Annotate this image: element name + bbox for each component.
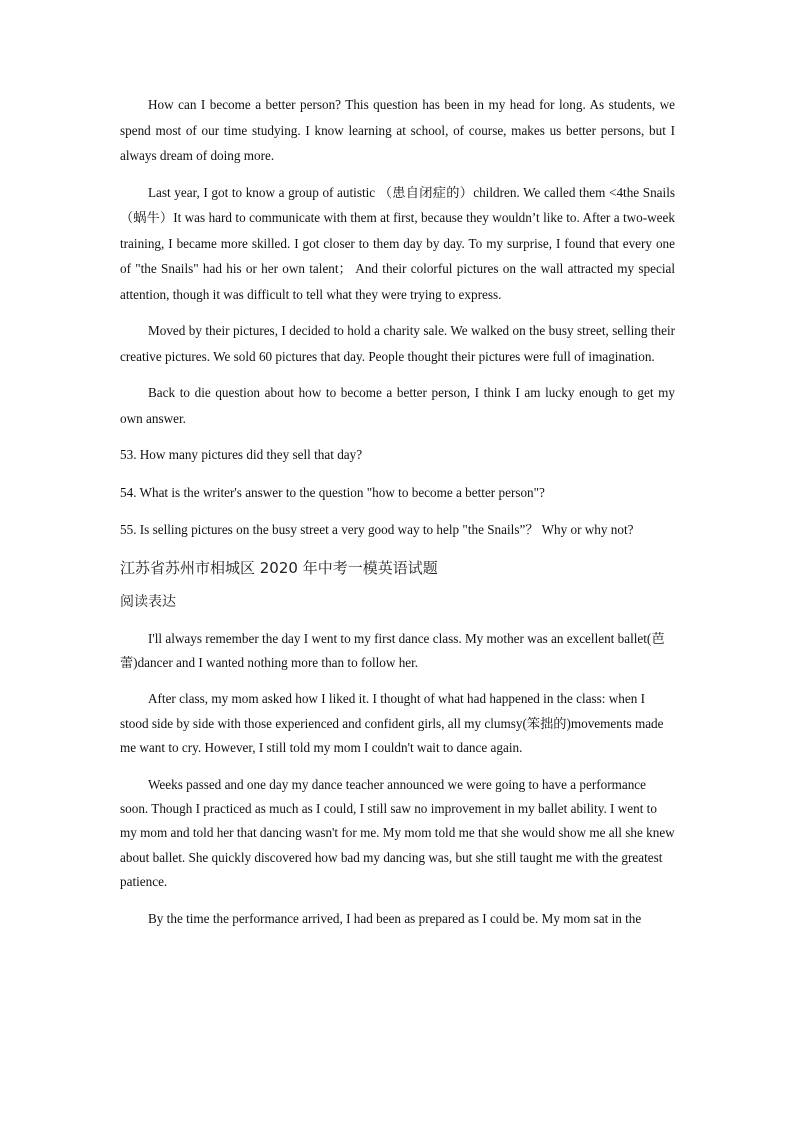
question-54: 54. What is the writer's answer to the question "how to become a better person"?	[120, 484, 545, 500]
passage1-paragraph-1: How can I become a better person? This question has been in my head for long. As students, we spend most of our time studying. I know learning at school, of course, makes us better persons, but I always dream of doing more.	[120, 97, 675, 163]
passage2-paragraph-1: I'll always remember the day I went to my first dance class. My mother was an excellent ballet(芭蕾)dancer and I wanted nothing more than to follow her.	[120, 630, 665, 670]
passage2-paragraph-2: After class, my mom asked how I liked it. I thought of what had happened in the class: when I stood side by side with those experienced and confident girls, all my clumsy(笨拙的)movements made me want to cry. However, I still told my mom I couldn't wait to dance again.	[120, 691, 664, 756]
passage1-paragraph-2: Last year, I got to know a group of autistic （患自闭症的）children. We called them <4the Snails （蜗牛）It was hard to communicate with them at first, because they wouldn’t like to. After a two-week training, I became more skilled. I got closer to them day by day. To my surprise, I found that every one of "the Snails" had his or her own talent； And their colorful pictures on the wall attracted my special attention, though it was difficult to tell what they were trying to express.	[120, 184, 675, 302]
passage2-paragraph-3: Weeks passed and one day my dance teacher announced we were going to have a performance soon. Though I practiced as much as I could, I still saw no improvement in my ballet ability. I went to my mom and told her that dancing wasn't for me. My mom told me that she would show me all she knew about ballet. She quickly discovered how bad my dancing was, but she still taught me with the greatest patience.	[120, 776, 675, 890]
passage1-paragraph-4: Back to die question about how to become a better person, I think I am lucky enough to get my own answer.	[120, 385, 675, 426]
document-page	[120, 92, 675, 943]
section-title: 江苏省苏州市相城区 2020 年中考一模英语试题	[120, 558, 438, 577]
section-subtitle: 阅读表达	[120, 593, 176, 610]
passage2-paragraph-4: By the time the performance arrived, I had been as prepared as I could be. My mom sat in the	[148, 910, 642, 926]
question-55: 55. Is selling pictures on the busy street a very good way to help "the Snails”？ Why or why not?	[120, 522, 634, 537]
question-53: 53. How many pictures did they sell that day?	[120, 447, 363, 462]
passage1-paragraph-3: Moved by their pictures, I decided to hold a charity sale. We walked on the busy street, selling their creative pictures. We sold 60 pictures that day. People thought their pictures were full of imagination.	[120, 323, 675, 364]
